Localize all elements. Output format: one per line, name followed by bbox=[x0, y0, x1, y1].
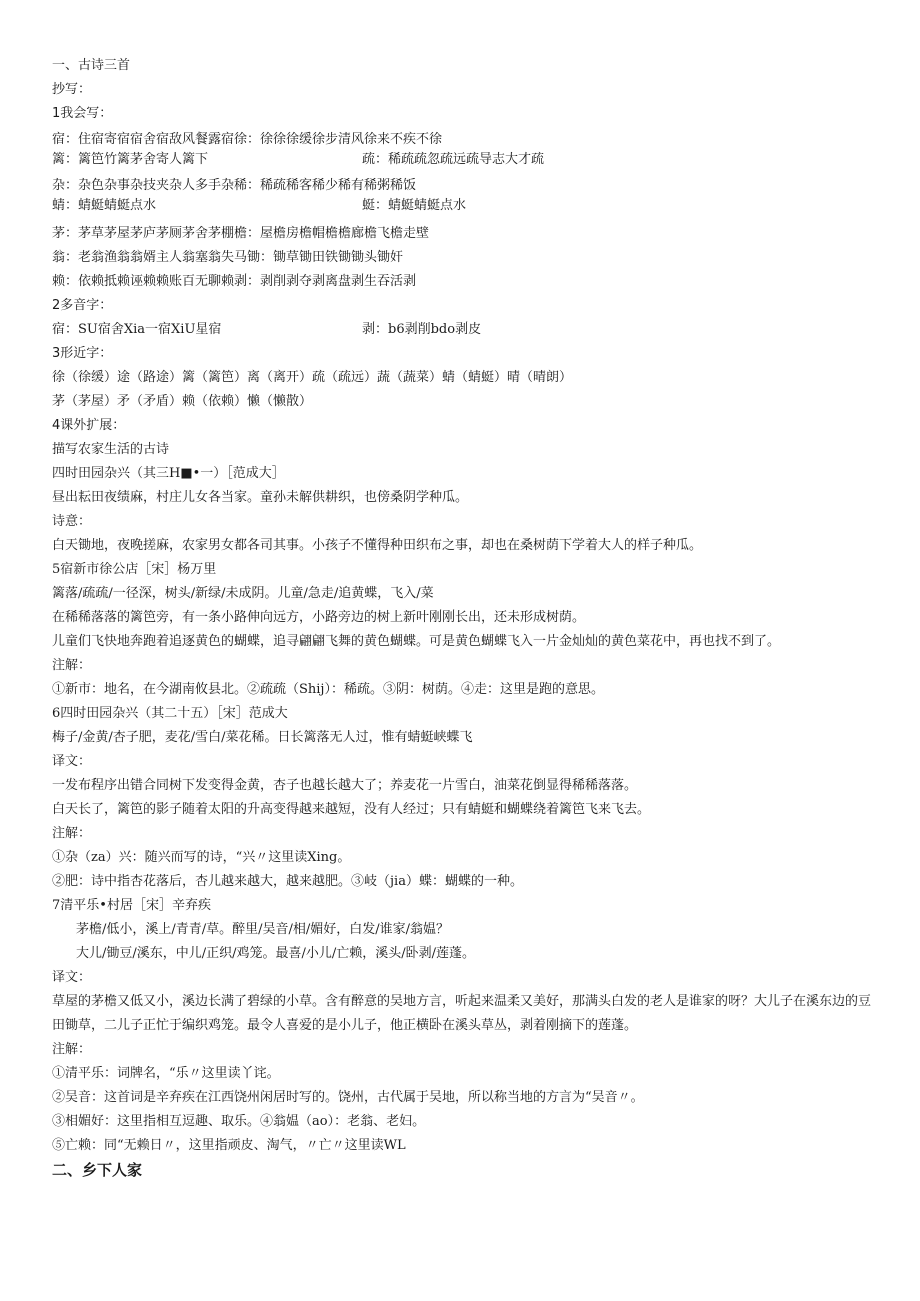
poem-notes: ①新市：地名，在今湖南攸县北。②疏疏（Shij）：稀疏。③阴：树荫。④走：这里是跑的意思。 bbox=[52, 682, 604, 697]
poem-translation: 草屋的茅檐又低又小，溪边长满了碧绿的小草。含有醉意的吴地方言，听起来温柔又美好，那满头白发的老人是谁家的呀？大儿子在溪东边的豆田锄草，二儿子正忙于编织鸡笼。最令人喜爱的是小儿子，他正横卧在溪头草丛，剥着刚摘下的莲蓬。 bbox=[52, 994, 872, 1033]
polyphone-right: 剥：b6剥削bdo剥皮 bbox=[362, 322, 482, 337]
extension-description: 描写农家生活的古诗 bbox=[52, 442, 170, 457]
poem-note: ②吴音：这首词是辛弃疾在江西饶州闲居时写的。饶州，古代属于吴地，所以称当地的方言为“吴音〃。 bbox=[52, 1090, 644, 1105]
poem-note: ③相媚好：这里指相互逗趣、取乐。④翁媪（ao）：老翁、老妇。 bbox=[52, 1114, 426, 1129]
write-row-left: 宿：住宿寄宿宿舍宿敌风餐露宿徐：徐徐徐缓徐步清风徐来不疾不徐 bbox=[52, 132, 443, 147]
write-row bbox=[52, 130, 872, 150]
translation-label: 译文： bbox=[52, 754, 92, 769]
notes-label: 注解： bbox=[52, 826, 92, 841]
notes-label: 注解： bbox=[52, 658, 92, 673]
poem-note: ②肥：诗中指杏花落后，杏儿越来越大，越来越肥。③岐（jia）蝶：蝴蝶的一种。 bbox=[52, 874, 523, 889]
poem-translation: 在稀稀落落的篱笆旁，有一条小路伸向远方，小路旁边的树上新叶刚刚长出，还未形成树荫。 bbox=[52, 610, 586, 625]
write-row-right: 疏：稀疏疏忽疏远疏导志大才疏 bbox=[362, 152, 545, 167]
section-2-heading: 二、乡下人家 bbox=[52, 1161, 143, 1179]
poem-note: ①杂（za）兴：随兴而写的诗，“兴〃这里读Xing。 bbox=[52, 850, 351, 865]
write-row bbox=[52, 150, 872, 170]
poem-note: ⑤亡赖：同“无赖日〃，这里指顽皮、淘气，〃亡〃这里读WL bbox=[52, 1138, 406, 1153]
poem-title: 6四时田园杂兴（其二十五）［宋］范成大 bbox=[52, 706, 288, 721]
write-row-left: 杂：杂色杂事杂技夹杂人多手杂稀：稀疏稀客稀少稀有稀粥稀饭 bbox=[52, 178, 417, 193]
poem-translation: 白天长了，篱笆的影子随着太阳的升高变得越来越短，没有人经过；只有蜻蜓和蝴蝶绕着篱笆飞来飞去。 bbox=[52, 802, 651, 817]
item-3-heading: 3形近字： bbox=[52, 346, 113, 361]
poem-meaning: 白天锄地，夜晚搓麻，农家男女都各司其事。小孩子不懂得种田织布之事，却也在桑树荫下学着大人的样子种瓜。 bbox=[52, 538, 703, 553]
poem-title: 7清平乐•村居［宋］辛弃疾 bbox=[52, 898, 211, 913]
polyphone-left: 宿：SU宿舍Xia一宿XiU星宿 bbox=[52, 322, 222, 337]
item-1-heading: 1我会写： bbox=[52, 106, 113, 121]
poem-note: ①清平乐：词牌名，“乐〃这里读丫诧。 bbox=[52, 1066, 280, 1081]
write-row bbox=[52, 196, 872, 216]
item-4-heading: 4课外扩展： bbox=[52, 418, 126, 433]
section-1-heading: 一、古诗三首 bbox=[52, 58, 131, 73]
write-row-left: 篱：篱笆竹篱茅舍寄人篱下 bbox=[52, 152, 209, 167]
poem-text: 梅子/金黄/杏子肥，麦花/雪白/菜花稀。日长篱落无人过，惟有蜻蜓峡蝶飞 bbox=[52, 730, 473, 745]
poem-text: 茅檐/低小，溪上/青青/草。醉里/吴音/相/媚好，白发/谁家/翁媪？ bbox=[76, 922, 450, 937]
poem-title: 四时田园杂兴（其三H■•一）［范成大］ bbox=[52, 466, 285, 481]
translation-label: 译文： bbox=[52, 970, 92, 985]
copy-label: 抄写： bbox=[52, 82, 92, 97]
write-row: 茅：茅草茅屋茅庐茅厕茅舍茅棚檐：屋檐房檐帽檐檐廊檐飞檐走壁 bbox=[52, 226, 430, 241]
item-2-heading: 2多音字： bbox=[52, 298, 113, 313]
write-row-right: 蜓：蜻蜓蜻蜓点水 bbox=[362, 198, 467, 213]
document-page bbox=[52, 54, 872, 1184]
similar-chars-line: 茅（茅屋）矛（矛盾）赖（依赖）懒（懒散） bbox=[52, 394, 313, 409]
poem-title: 5宿新市徐公店［宋］杨万里 bbox=[52, 562, 217, 577]
polyphone-row bbox=[52, 318, 872, 342]
meaning-label: 诗意： bbox=[52, 514, 92, 529]
poem-translation: 一发布程序出错合同树下发变得金黄，杏子也越长越大了；养麦花一片雪白，油菜花倒显得稀稀落落。 bbox=[52, 778, 638, 793]
notes-label: 注解： bbox=[52, 1042, 92, 1057]
write-row: 赖：依赖抵赖诬赖赖账百无聊赖剥：剥削剥夺剥离盘剥生吞活剥 bbox=[52, 274, 417, 289]
poem-text: 篱落/疏疏/一径深，树头/新绿/未成阴。儿童/急走/追黄蝶，飞入/菜 bbox=[52, 586, 434, 601]
poem-text: 昼出耘田夜绩麻，村庄儿女各当家。童孙未解供耕织，也傍桑阴学种瓜。 bbox=[52, 490, 469, 505]
write-row-left: 蜻：蜻蜓蜻蜓点水 bbox=[52, 198, 157, 213]
similar-chars-line: 徐（徐缓）途（路途）篱（篱笆）离（离开）疏（疏远）蔬（蔬菜）蜻（蜻蜓）晴（晴朗） bbox=[52, 370, 573, 385]
poem-translation: 儿童们飞快地奔跑着追逐黄色的蝴蝶，追寻翩翩飞舞的黄色蝴蝶。可是黄色蝴蝶飞入一片金灿灿的黄色菜花中，再也找不到了。 bbox=[52, 634, 781, 649]
write-row bbox=[52, 176, 872, 196]
write-row: 翁：老翁渔翁翁婿主人翁塞翁失马锄：锄草锄田铁锄锄头锄奸 bbox=[52, 250, 404, 265]
poem-text: 大儿/锄豆/溪东，中儿/正织/鸡笼。最喜/小儿/亡赖，溪头/卧剥/莲蓬。 bbox=[76, 946, 476, 961]
